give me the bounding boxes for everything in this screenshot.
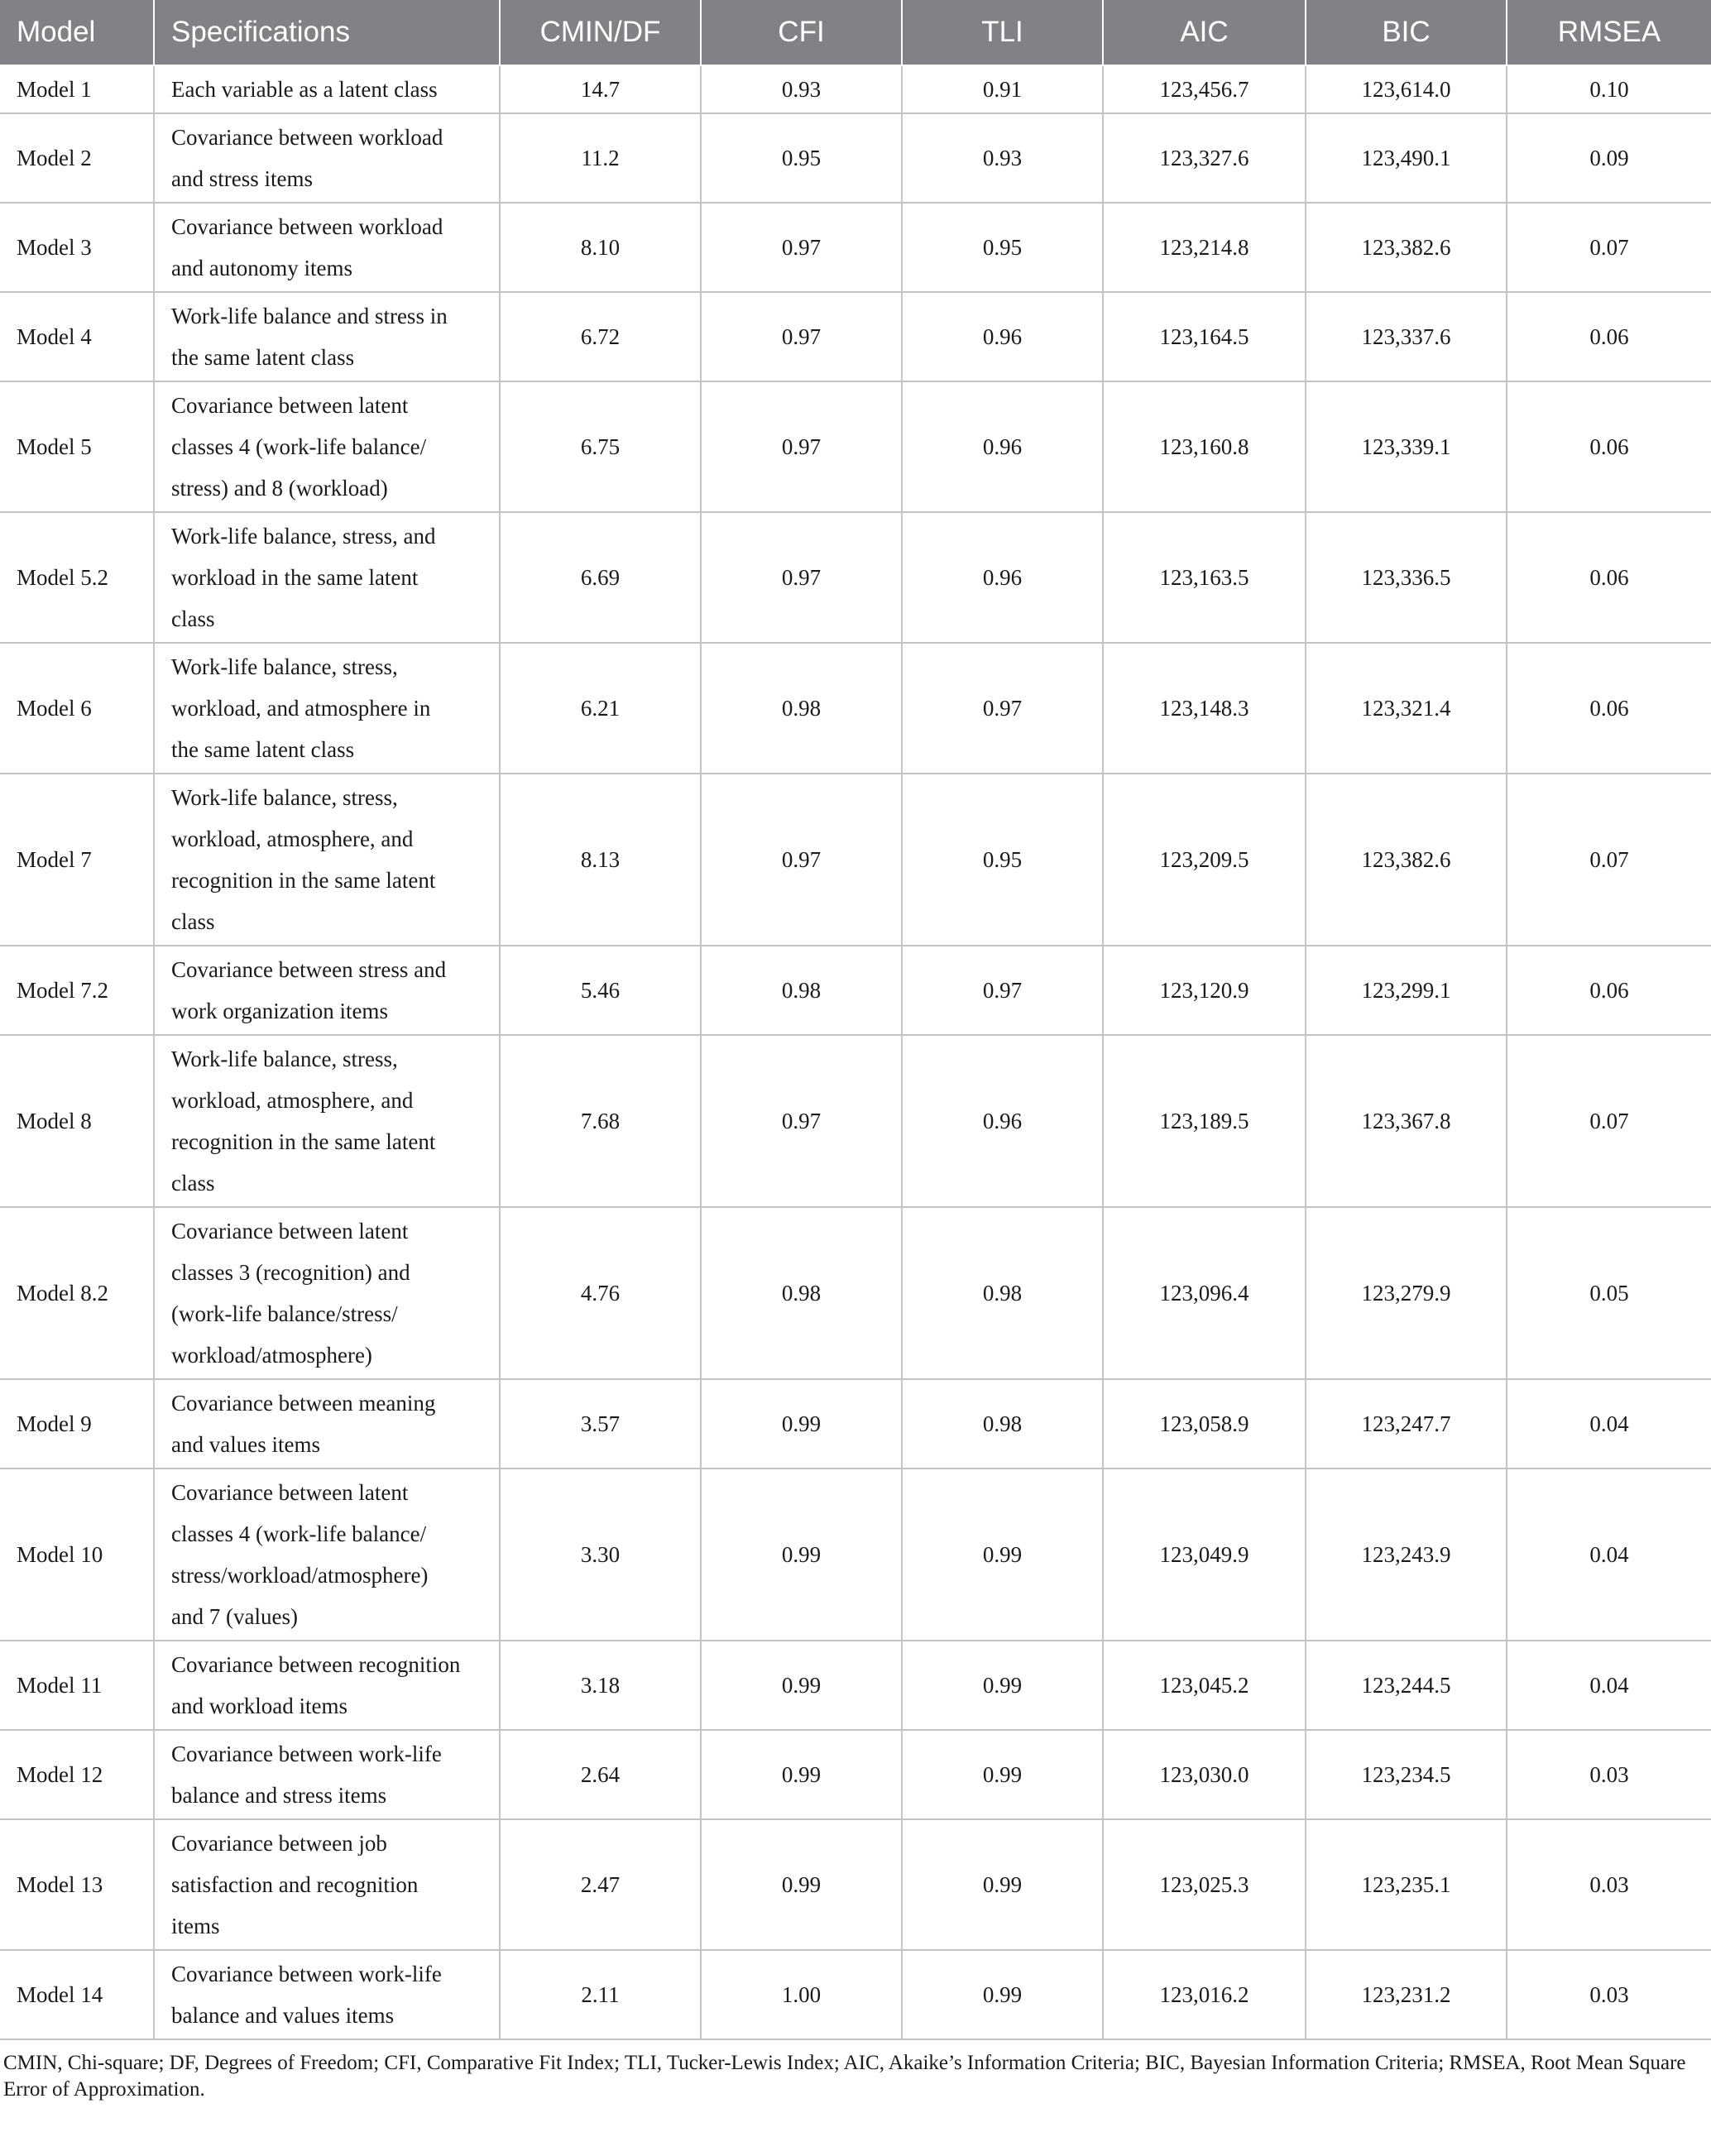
specification-line: the same latent class xyxy=(171,737,355,762)
cmin-df-cell: 3.18 xyxy=(500,1641,701,1730)
specification-line: stress) and 8 (workload) xyxy=(171,476,388,501)
header-specifications: Specifications xyxy=(154,0,500,65)
cfi-cell: 0.98 xyxy=(701,1207,902,1379)
model-cell: Model 1 xyxy=(0,65,154,113)
specifications-cell xyxy=(154,381,500,512)
specification-line: and values items xyxy=(171,1432,320,1457)
model-cell: Model 8 xyxy=(0,1035,154,1207)
cmin-df-cell: 3.57 xyxy=(500,1379,701,1468)
rmsea-cell: 0.06 xyxy=(1507,512,1711,643)
table-row xyxy=(0,1950,1711,2039)
table-row xyxy=(0,946,1711,1035)
table-row xyxy=(0,65,1711,113)
cfi-cell: 0.97 xyxy=(701,292,902,381)
specification-line: Covariance between workload xyxy=(171,214,443,239)
table-row xyxy=(0,113,1711,203)
cfi-cell: 0.93 xyxy=(701,65,902,113)
cfi-cell: 0.97 xyxy=(701,774,902,946)
aic-cell: 123,016.2 xyxy=(1103,1950,1306,2039)
cmin-df-cell: 7.68 xyxy=(500,1035,701,1207)
model-cell: Model 5 xyxy=(0,381,154,512)
specification-line: workload, atmosphere, and xyxy=(171,1088,414,1113)
specifications-cell xyxy=(154,1730,500,1819)
table-row xyxy=(0,1641,1711,1730)
bic-cell: 123,231.2 xyxy=(1306,1950,1507,2039)
cmin-df-cell: 2.47 xyxy=(500,1819,701,1950)
header-bic: BIC xyxy=(1306,0,1507,65)
model-cell: Model 9 xyxy=(0,1379,154,1468)
header-row xyxy=(0,0,1711,65)
model-cell: Model 12 xyxy=(0,1730,154,1819)
specification-line: balance and values items xyxy=(171,2003,395,2028)
aic-cell: 123,045.2 xyxy=(1103,1641,1306,1730)
bic-cell: 123,382.6 xyxy=(1306,203,1507,292)
specifications-cell xyxy=(154,65,500,113)
tli-cell: 0.99 xyxy=(902,1468,1103,1641)
specification-line: class xyxy=(171,1171,215,1195)
model-cell: Model 5.2 xyxy=(0,512,154,643)
specification-line: Work-life balance and stress in xyxy=(171,304,448,328)
aic-cell: 123,148.3 xyxy=(1103,643,1306,774)
tli-cell: 0.99 xyxy=(902,1819,1103,1950)
rmsea-cell: 0.07 xyxy=(1507,203,1711,292)
table-body xyxy=(0,65,1711,2039)
specification-line: classes 3 (recognition) and xyxy=(171,1260,410,1285)
cfi-cell: 0.99 xyxy=(701,1819,902,1950)
model-cell: Model 8.2 xyxy=(0,1207,154,1379)
model-cell: Model 2 xyxy=(0,113,154,203)
header-aic: AIC xyxy=(1103,0,1306,65)
aic-cell: 123,456.7 xyxy=(1103,65,1306,113)
table-row xyxy=(0,1819,1711,1950)
specification-line: Covariance between recognition xyxy=(171,1652,461,1677)
specification-line: stress/workload/atmosphere) xyxy=(171,1563,429,1588)
bic-cell: 123,235.1 xyxy=(1306,1819,1507,1950)
specification-line: Covariance between work-life xyxy=(171,1742,442,1766)
cfi-cell: 0.99 xyxy=(701,1730,902,1819)
model-cell: Model 6 xyxy=(0,643,154,774)
tli-cell: 0.95 xyxy=(902,774,1103,946)
cfi-cell: 0.97 xyxy=(701,512,902,643)
table-row xyxy=(0,381,1711,512)
specifications-cell xyxy=(154,1950,500,2039)
specifications-cell xyxy=(154,1035,500,1207)
aic-cell: 123,214.8 xyxy=(1103,203,1306,292)
specification-line: the same latent class xyxy=(171,345,355,370)
table-footnote: CMIN, Chi-square; DF, Degrees of Freedom; CFI, Comparative Fit Index; TLI, Tucker-Lewis Index; AIC, Akaike’s Information Criteria; BIC, Bayesian Information Criteria; RMSEA, Root Mean Square Error of Approximation. xyxy=(3,2052,1686,2101)
tli-cell: 0.91 xyxy=(902,65,1103,113)
table-row xyxy=(0,1207,1711,1379)
header-rmsea: RMSEA xyxy=(1507,0,1711,65)
specification-line: class xyxy=(171,909,215,934)
aic-cell: 123,025.3 xyxy=(1103,1819,1306,1950)
cmin-df-cell: 4.76 xyxy=(500,1207,701,1379)
specifications-cell xyxy=(154,113,500,203)
bic-cell: 123,234.5 xyxy=(1306,1730,1507,1819)
cmin-df-cell: 14.7 xyxy=(500,65,701,113)
specifications-cell xyxy=(154,1379,500,1468)
aic-cell: 123,049.9 xyxy=(1103,1468,1306,1641)
cfi-cell: 0.99 xyxy=(701,1641,902,1730)
cmin-df-cell: 3.30 xyxy=(500,1468,701,1641)
bic-cell: 123,321.4 xyxy=(1306,643,1507,774)
specifications-cell xyxy=(154,643,500,774)
specification-line: Covariance between latent xyxy=(171,1219,409,1243)
cmin-df-cell: 8.13 xyxy=(500,774,701,946)
specification-line: Work-life balance, stress, xyxy=(171,785,398,810)
specification-line: Covariance between latent xyxy=(171,1480,409,1505)
specification-line: Covariance between meaning xyxy=(171,1391,436,1416)
tli-cell: 0.97 xyxy=(902,946,1103,1035)
specification-line: workload/atmosphere) xyxy=(171,1343,372,1368)
rmsea-cell: 0.06 xyxy=(1507,292,1711,381)
rmsea-cell: 0.03 xyxy=(1507,1950,1711,2039)
bic-cell: 123,614.0 xyxy=(1306,65,1507,113)
bic-cell: 123,337.6 xyxy=(1306,292,1507,381)
specification-line: classes 4 (work-life balance/ xyxy=(171,1521,427,1546)
table-row xyxy=(0,292,1711,381)
model-cell: Model 7 xyxy=(0,774,154,946)
specification-line: recognition in the same latent xyxy=(171,868,436,893)
aic-cell: 123,160.8 xyxy=(1103,381,1306,512)
tli-cell: 0.95 xyxy=(902,203,1103,292)
specifications-cell xyxy=(154,1207,500,1379)
bic-cell: 123,367.8 xyxy=(1306,1035,1507,1207)
cfi-cell: 0.97 xyxy=(701,203,902,292)
specifications-cell xyxy=(154,512,500,643)
table-row xyxy=(0,1379,1711,1468)
header-cfi: CFI xyxy=(701,0,902,65)
specification-line: Covariance between stress and xyxy=(171,957,447,982)
model-cell: Model 4 xyxy=(0,292,154,381)
tli-cell: 0.98 xyxy=(902,1379,1103,1468)
specification-line: and workload items xyxy=(171,1694,347,1718)
rmsea-cell: 0.07 xyxy=(1507,1035,1711,1207)
rmsea-cell: 0.06 xyxy=(1507,946,1711,1035)
specification-line: Work-life balance, stress, xyxy=(171,1047,398,1071)
cfi-cell: 0.99 xyxy=(701,1379,902,1468)
cfi-cell: 0.98 xyxy=(701,643,902,774)
specification-line: classes 4 (work-life balance/ xyxy=(171,434,427,459)
header-cmin-df: CMIN/DF xyxy=(500,0,701,65)
tli-cell: 0.97 xyxy=(902,643,1103,774)
table-row xyxy=(0,203,1711,292)
bic-cell: 123,279.9 xyxy=(1306,1207,1507,1379)
aic-cell: 123,058.9 xyxy=(1103,1379,1306,1468)
specifications-cell xyxy=(154,946,500,1035)
specification-line: workload, and atmosphere in xyxy=(171,696,431,721)
tli-cell: 0.99 xyxy=(902,1641,1103,1730)
specification-line: recognition in the same latent xyxy=(171,1129,436,1154)
aic-cell: 123,327.6 xyxy=(1103,113,1306,203)
table-header xyxy=(0,0,1711,65)
cmin-df-cell: 8.10 xyxy=(500,203,701,292)
bic-cell: 123,336.5 xyxy=(1306,512,1507,643)
specification-line: Covariance between work-life xyxy=(171,1962,442,1986)
tli-cell: 0.96 xyxy=(902,292,1103,381)
specification-line: satisfaction and recognition xyxy=(171,1872,419,1897)
aic-cell: 123,164.5 xyxy=(1103,292,1306,381)
specification-line: Work-life balance, stress, and xyxy=(171,524,436,549)
specification-line: Each variable as a latent class xyxy=(171,77,438,102)
specification-line: (work-life balance/stress/ xyxy=(171,1301,398,1326)
aic-cell: 123,209.5 xyxy=(1103,774,1306,946)
table-row xyxy=(0,774,1711,946)
cmin-df-cell: 6.21 xyxy=(500,643,701,774)
rmsea-cell: 0.03 xyxy=(1507,1819,1711,1950)
rmsea-cell: 0.10 xyxy=(1507,65,1711,113)
cfi-cell: 1.00 xyxy=(701,1950,902,2039)
rmsea-cell: 0.06 xyxy=(1507,643,1711,774)
bic-cell: 123,299.1 xyxy=(1306,946,1507,1035)
cmin-df-cell: 5.46 xyxy=(500,946,701,1035)
specifications-cell xyxy=(154,203,500,292)
bic-cell: 123,247.7 xyxy=(1306,1379,1507,1468)
header-model: Model xyxy=(0,0,154,65)
rmsea-cell: 0.04 xyxy=(1507,1641,1711,1730)
aic-cell: 123,163.5 xyxy=(1103,512,1306,643)
specification-line: workload in the same latent xyxy=(171,565,419,590)
table-row xyxy=(0,1035,1711,1207)
tli-cell: 0.93 xyxy=(902,113,1103,203)
aic-cell: 123,030.0 xyxy=(1103,1730,1306,1819)
specification-line: Covariance between latent xyxy=(171,393,409,418)
header-tli: TLI xyxy=(902,0,1103,65)
model-cell: Model 13 xyxy=(0,1819,154,1950)
cmin-df-cell: 2.11 xyxy=(500,1950,701,2039)
rmsea-cell: 0.04 xyxy=(1507,1379,1711,1468)
cfi-cell: 0.95 xyxy=(701,113,902,203)
cfi-cell: 0.99 xyxy=(701,1468,902,1641)
table-row xyxy=(0,1468,1711,1641)
specifications-cell xyxy=(154,1468,500,1641)
aic-cell: 123,120.9 xyxy=(1103,946,1306,1035)
specifications-cell xyxy=(154,774,500,946)
specification-line: Covariance between workload xyxy=(171,125,443,150)
rmsea-cell: 0.09 xyxy=(1507,113,1711,203)
rmsea-cell: 0.05 xyxy=(1507,1207,1711,1379)
rmsea-cell: 0.07 xyxy=(1507,774,1711,946)
specification-line: and 7 (values) xyxy=(171,1604,298,1629)
cfi-cell: 0.97 xyxy=(701,1035,902,1207)
model-cell: Model 11 xyxy=(0,1641,154,1730)
specification-line: Covariance between job xyxy=(171,1831,387,1856)
model-cell: Model 10 xyxy=(0,1468,154,1641)
specification-line: workload, atmosphere, and xyxy=(171,826,414,851)
rmsea-cell: 0.06 xyxy=(1507,381,1711,512)
specification-line: items xyxy=(171,1914,220,1938)
tli-cell: 0.98 xyxy=(902,1207,1103,1379)
bic-cell: 123,243.9 xyxy=(1306,1468,1507,1641)
cmin-df-cell: 2.64 xyxy=(500,1730,701,1819)
cfi-cell: 0.98 xyxy=(701,946,902,1035)
table-row xyxy=(0,1730,1711,1819)
cmin-df-cell: 6.69 xyxy=(500,512,701,643)
specification-line: and autonomy items xyxy=(171,256,352,280)
specification-line: work organization items xyxy=(171,999,388,1023)
table-row xyxy=(0,512,1711,643)
specification-line: balance and stress items xyxy=(171,1783,387,1808)
tli-cell: 0.99 xyxy=(902,1730,1103,1819)
specification-line: and stress items xyxy=(171,166,313,191)
specifications-cell xyxy=(154,1819,500,1950)
tli-cell: 0.96 xyxy=(902,1035,1103,1207)
bic-cell: 123,382.6 xyxy=(1306,774,1507,946)
rmsea-cell: 0.04 xyxy=(1507,1468,1711,1641)
tli-cell: 0.96 xyxy=(902,512,1103,643)
table-row xyxy=(0,643,1711,774)
specification-line: Work-life balance, stress, xyxy=(171,654,398,679)
tli-cell: 0.99 xyxy=(902,1950,1103,2039)
specifications-cell xyxy=(154,1641,500,1730)
aic-cell: 123,096.4 xyxy=(1103,1207,1306,1379)
aic-cell: 123,189.5 xyxy=(1103,1035,1306,1207)
tli-cell: 0.96 xyxy=(902,381,1103,512)
cmin-df-cell: 11.2 xyxy=(500,113,701,203)
model-cell: Model 3 xyxy=(0,203,154,292)
cmin-df-cell: 6.72 xyxy=(500,292,701,381)
model-cell: Model 14 xyxy=(0,1950,154,2039)
cfi-cell: 0.97 xyxy=(701,381,902,512)
rmsea-cell: 0.03 xyxy=(1507,1730,1711,1819)
specification-line: class xyxy=(171,606,215,631)
bic-cell: 123,339.1 xyxy=(1306,381,1507,512)
cmin-df-cell: 6.75 xyxy=(500,381,701,512)
specifications-cell xyxy=(154,292,500,381)
model-cell: Model 7.2 xyxy=(0,946,154,1035)
bic-cell: 123,244.5 xyxy=(1306,1641,1507,1730)
bic-cell: 123,490.1 xyxy=(1306,113,1507,203)
